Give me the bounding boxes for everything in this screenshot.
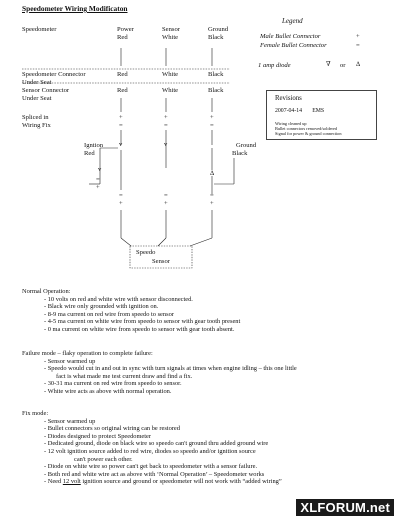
failure-item: - 30-31 ma current on red wire from speedo to sensor. <box>44 380 182 388</box>
sensor-connector-red: Red <box>117 87 128 94</box>
revisions-date: 2007-04-14 EMS <box>275 108 325 114</box>
failure-item-continued: fact is what made me test current draw and find a fix. <box>56 372 193 380</box>
speedo-connector-red: Red <box>117 71 128 78</box>
failure-item: - White wire acts as above with normal operation. <box>44 387 172 395</box>
revisions-note: Signal for power & ground connection <box>275 131 342 137</box>
normal-item: - 8-9 ma current on red wire from speedo to sensor <box>44 310 174 318</box>
failure-mode-section <box>22 350 297 396</box>
legend-male-symbol: + <box>356 33 360 40</box>
fix-item: - Diodes designed to protect Speedometer <box>44 432 152 440</box>
ground-color-black: Black <box>208 34 224 41</box>
row-sensor-connector-label: Sensor Connector <box>22 87 70 94</box>
fix-item-continued: can't power each other. <box>74 455 133 463</box>
power-male-lower: + <box>119 200 123 207</box>
normal-item: - 4-5 ma current on white wire from speedo to sensor with gear tooth present <box>44 318 241 326</box>
ground-female-connector: = <box>210 122 214 129</box>
legend-female-symbol: = <box>356 42 360 49</box>
normal-item: - Black wire only grounded with ignition on. <box>44 303 159 311</box>
revisions-note: Wiring cleaned up <box>275 121 307 126</box>
sensor-female-lower: = <box>164 192 168 199</box>
ground-color-black-lower: Black <box>232 150 248 157</box>
normal-operation-heading: Normal Operation: <box>22 288 71 295</box>
power-female-connector: = <box>119 122 123 129</box>
power-color-red: Red <box>117 34 128 41</box>
row-speedometer-label: Speedometer <box>22 26 57 33</box>
legend-diode-symbol-up: ∆ <box>356 61 361 68</box>
legend-male-label: Male Bullet Connector <box>260 33 321 40</box>
ground-diode: ∆ <box>210 170 215 177</box>
speedo-connector-black: Black <box>208 71 224 78</box>
power-male-connector: + <box>119 114 123 121</box>
speedo-connector-white: White <box>162 71 179 78</box>
column-sensor-label: Sensor <box>162 26 180 33</box>
fix-item: - Dedicated ground, diode on black wire so speedo can't ground thru added ground wire <box>44 440 269 448</box>
page-title: Speedometer Wiring Modificaton <box>22 4 128 13</box>
watermark: XLFORUM.net <box>296 499 394 516</box>
normal-item: - 10 volts on red and white wire with sensor disconnected. <box>44 295 193 303</box>
ignition-male-connector: + <box>96 184 100 191</box>
column-power-label: Power <box>117 26 134 33</box>
normal-item: - 0 ma current on white wire from speedo to sensor with gear tooth absent. <box>44 325 235 333</box>
speedo-connector-location: Under Seat <box>22 79 52 86</box>
legend-diode-or: or <box>340 62 346 69</box>
sensor-box-label: Sensor <box>152 258 170 265</box>
ignition-female-connector: = <box>96 176 100 183</box>
sensor-diode: v <box>164 141 168 148</box>
sensor-male-connector: + <box>164 114 168 121</box>
row-speedo-connector-label: Speedometer Connector <box>22 71 86 78</box>
ground-label: Ground <box>236 142 257 149</box>
fix-item: - Sensor warmed up <box>44 417 96 425</box>
fix-item: - Both red and white wire act as above with ‘Normal Operation’ – Speedometer works <box>44 470 265 478</box>
sensor-connector-location: Under Seat <box>22 95 52 102</box>
sensor-connector-black: Black <box>208 87 224 94</box>
sensor-connector-white: White <box>162 87 179 94</box>
ignition-diode: v <box>98 166 102 173</box>
legend-diode-label: 1 amp diode <box>258 62 291 69</box>
failure-mode-heading: Failure mode – flaky operation to complete failure: <box>22 350 153 357</box>
fix-item: - 12 volt ignition source added to red wire, diodes so speedo and/or ignition source <box>44 447 256 455</box>
power-diode: v <box>119 141 123 148</box>
legend-diode-symbol-down: ∇ <box>326 61 331 68</box>
sensor-female-connector: = <box>164 122 168 129</box>
power-female-lower: = <box>119 192 123 199</box>
revisions-note: Bullet connectors removed/soldered <box>275 126 338 132</box>
fix-item <box>22 478 282 486</box>
normal-operation-section <box>22 288 240 334</box>
sensor-male-lower: + <box>164 200 168 207</box>
column-ground-label: Ground <box>208 26 229 33</box>
row-wiring-fix-label: Wiring Fix <box>22 122 51 129</box>
fix-mode-heading: Fix mode: <box>22 410 49 417</box>
row-spliced-label: Spliced in <box>22 114 49 121</box>
legend-female-label: Female Bullet Connector <box>260 42 327 49</box>
legend-title: Legend <box>282 17 303 25</box>
fix-item: - Bullet connectors so original wiring can be restored <box>44 425 180 433</box>
ignition-label: Igntion <box>84 142 104 149</box>
revisions-title: Revisions <box>275 95 302 102</box>
ground-male-lower: + <box>210 200 214 207</box>
ground-female-lower: = <box>210 192 214 199</box>
sensor-color-white: White <box>162 34 179 41</box>
fix-item-12-volt: 12 volt <box>62 478 81 486</box>
fix-mode-section <box>22 410 282 486</box>
ignition-color-red: Red <box>84 150 95 157</box>
failure-item: - Speedo would cut in and out in sync with turn signals at times when engine idling – this one little <box>44 365 297 373</box>
failure-item: - Sensor warmed up <box>44 357 96 365</box>
fix-item: - Diode on white wire so power can't get back to speedometer with a sensor failure. <box>44 463 258 471</box>
speedo-box-label: Speedo <box>136 249 156 256</box>
ground-male-connector: + <box>210 114 214 121</box>
fix-item-need: - Need <box>44 478 62 486</box>
revisions-author: EMS <box>312 108 325 114</box>
fix-item-rest: ignition source and ground or speedometer will not work with “added wiring” <box>82 478 282 486</box>
